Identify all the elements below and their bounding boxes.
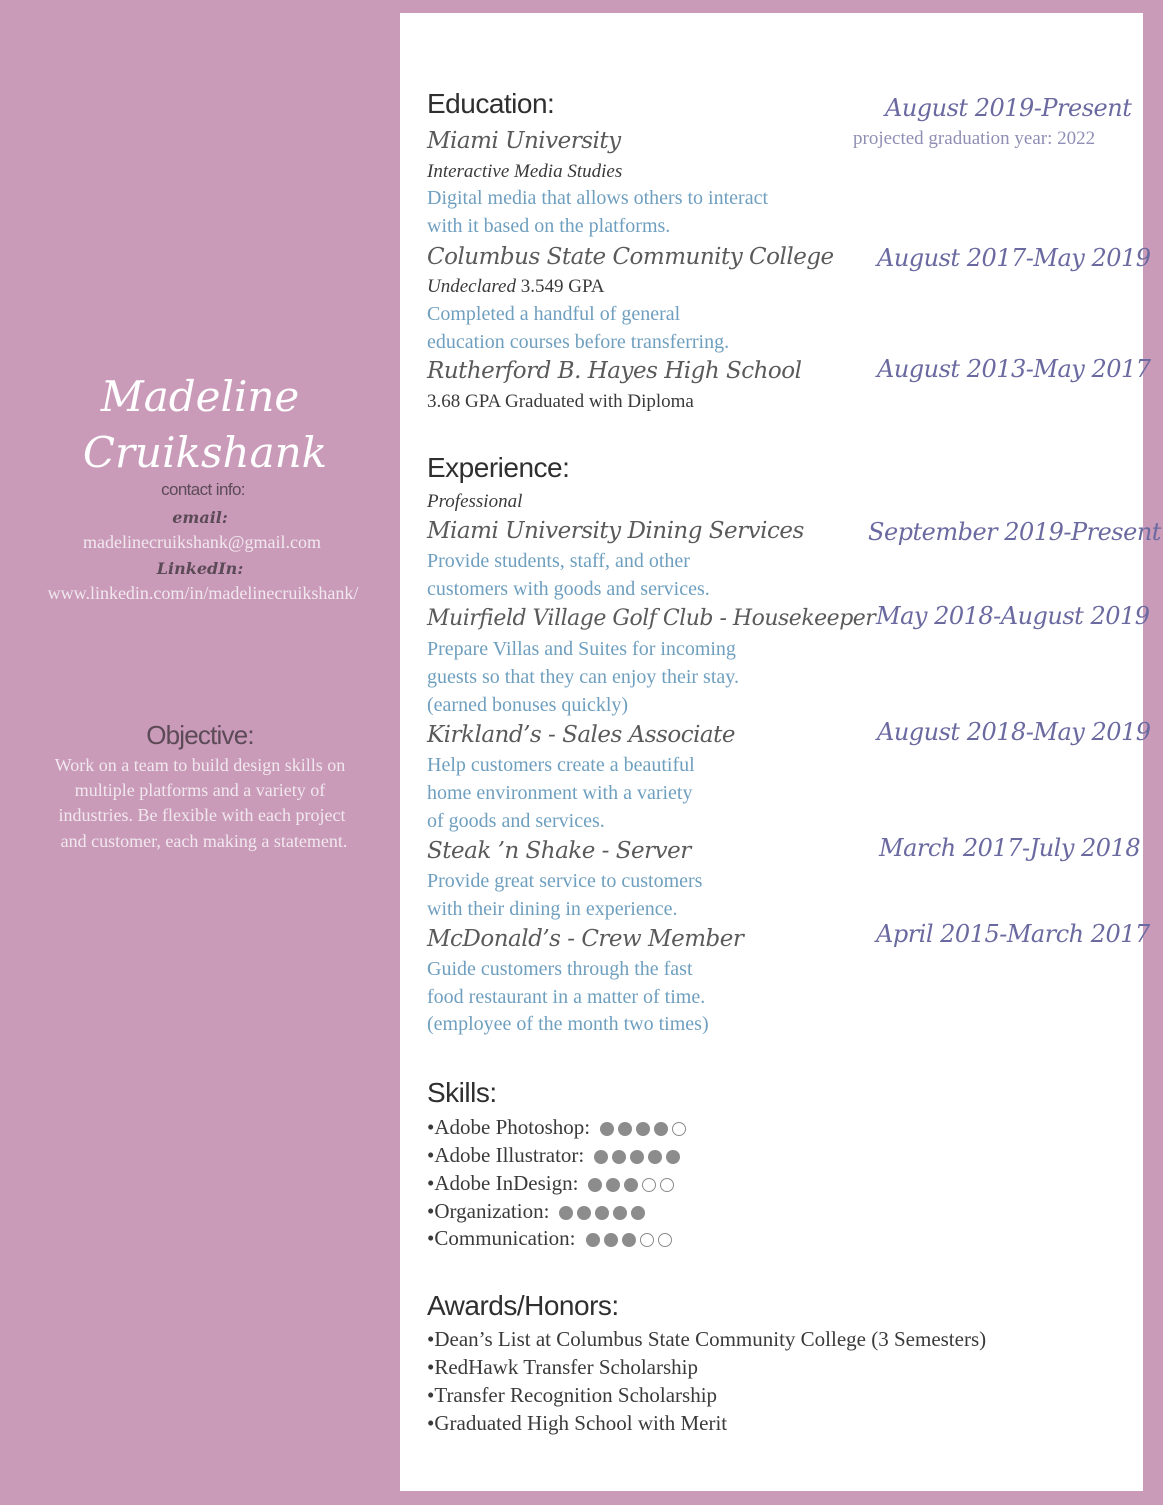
experience-title: Steak ’n Shake - Server bbox=[427, 838, 691, 864]
education-detail: 3.68 GPA Graduated with Diploma bbox=[427, 391, 694, 412]
rating-dot-filled bbox=[577, 1206, 591, 1220]
objective-line: multiple platforms and a variety of bbox=[74, 780, 326, 800]
rating-dot-filled bbox=[604, 1233, 618, 1247]
skill-row bbox=[427, 1115, 690, 1142]
experience-desc: Provide great service to customers bbox=[427, 870, 703, 892]
rating-dot-filled bbox=[654, 1122, 668, 1136]
experience-desc: customers with goods and services. bbox=[427, 578, 710, 600]
experience-desc: (earned bonuses quickly) bbox=[427, 694, 629, 716]
skill-label: •Adobe InDesign: bbox=[427, 1171, 579, 1195]
education-desc: with it based on the platforms. bbox=[427, 215, 671, 237]
education-school: Columbus State Community College bbox=[427, 244, 834, 270]
skill-row bbox=[427, 1199, 649, 1226]
education-date-note: projected graduation year: 2022 bbox=[853, 128, 1096, 149]
rating-dot-filled bbox=[648, 1150, 662, 1164]
experience-desc: food restaurant in a matter of time. bbox=[427, 986, 706, 1008]
experience-desc: Prepare Villas and Suites for incoming bbox=[427, 638, 736, 660]
skill-label: •Adobe Illustrator: bbox=[427, 1143, 585, 1167]
experience-date: March 2017-July 2018 bbox=[879, 834, 1141, 862]
rating-dot-filled bbox=[612, 1150, 626, 1164]
rating-dot-empty bbox=[672, 1122, 686, 1136]
objective-line: and customer, each making a statement. bbox=[60, 831, 348, 851]
email-link[interactable]: madelinecruikshank@gmail.com bbox=[82, 532, 321, 552]
rating-dot-filled bbox=[666, 1150, 680, 1164]
rating-dot-empty bbox=[642, 1178, 656, 1192]
skill-rating bbox=[559, 1201, 649, 1226]
education-desc: education courses before transferring. bbox=[427, 331, 730, 353]
rating-dot-filled bbox=[618, 1122, 632, 1136]
objective-line: Work on a team to build design skills on bbox=[54, 755, 346, 775]
experience-date: September 2019-Present bbox=[868, 518, 1161, 546]
experience-date: May 2018-August 2019 bbox=[876, 602, 1150, 630]
education-desc: Digital media that allows others to interact bbox=[427, 187, 769, 209]
skill-label: •Communication: bbox=[427, 1226, 576, 1250]
experience-title: Muirfield Village Golf Club - Housekeeper bbox=[427, 606, 876, 631]
experience-title: Kirkland’s - Sales Associate bbox=[427, 722, 735, 748]
experience-date: April 2015-March 2017 bbox=[876, 920, 1150, 948]
experience-desc: (employee of the month two times) bbox=[427, 1013, 709, 1035]
education-detail: Interactive Media Studies bbox=[427, 161, 623, 182]
experience-title: Miami University Dining Services bbox=[427, 518, 804, 544]
award-item: •Transfer Recognition Scholarship bbox=[427, 1383, 718, 1407]
rating-dot-filled bbox=[594, 1150, 608, 1164]
skill-rating bbox=[588, 1173, 678, 1198]
rating-dot-empty bbox=[640, 1233, 654, 1247]
rating-dot-filled bbox=[595, 1206, 609, 1220]
experience-desc: with their dining in experience. bbox=[427, 898, 678, 920]
experience-desc: Guide customers through the fast bbox=[427, 958, 693, 980]
skill-row bbox=[427, 1143, 684, 1170]
rating-dot-filled bbox=[630, 1150, 644, 1164]
skill-rating bbox=[594, 1145, 684, 1170]
experience-desc: Help customers create a beautiful bbox=[427, 754, 695, 776]
rating-dot-filled bbox=[586, 1233, 600, 1247]
rating-dot-filled bbox=[636, 1122, 650, 1136]
rating-dot-filled bbox=[631, 1206, 645, 1220]
experience-desc: home environment with a variety bbox=[427, 782, 693, 804]
experience-date: August 2018-May 2019 bbox=[877, 718, 1151, 746]
experience-heading: Experience: bbox=[427, 452, 570, 483]
skill-label: •Adobe Photoshop: bbox=[427, 1115, 591, 1139]
education-date: August 2013-May 2017 bbox=[877, 355, 1151, 383]
name-last: Cruikshank bbox=[82, 428, 328, 477]
rating-dot-empty bbox=[658, 1233, 672, 1247]
objective-label: Objective: bbox=[146, 720, 254, 750]
skill-row bbox=[427, 1226, 676, 1253]
linkedin-link[interactable]: www.linkedin.com/in/madelinecruikshank/ bbox=[47, 583, 359, 603]
experience-desc: of goods and services. bbox=[427, 810, 605, 832]
email-label: email: bbox=[172, 508, 228, 527]
award-item: •RedHawk Transfer Scholarship bbox=[427, 1355, 698, 1379]
education-desc: Completed a handful of general bbox=[427, 303, 681, 325]
rating-dot-filled bbox=[622, 1233, 636, 1247]
education-date: August 2017-May 2019 bbox=[877, 244, 1151, 272]
skill-rating bbox=[600, 1117, 690, 1142]
rating-dot-filled bbox=[600, 1122, 614, 1136]
rating-dot-filled bbox=[613, 1206, 627, 1220]
experience-desc: guests so that they can enjoy their stay. bbox=[427, 666, 739, 688]
experience-subheading: Professional bbox=[427, 491, 523, 512]
rating-dot-empty bbox=[660, 1178, 674, 1192]
rating-dot-filled bbox=[606, 1178, 620, 1192]
education-detail: Undeclared 3.549 GPA bbox=[427, 276, 605, 297]
linkedin-label: LinkedIn: bbox=[156, 559, 244, 578]
award-item: •Dean’s List at Columbus State Community College (3 Semesters) bbox=[427, 1327, 987, 1351]
education-school: Miami University bbox=[427, 128, 621, 154]
contact-info-label: contact info: bbox=[161, 480, 245, 499]
skills-heading: Skills: bbox=[427, 1077, 497, 1108]
rating-dot-filled bbox=[624, 1178, 638, 1192]
skill-label: •Organization: bbox=[427, 1199, 550, 1223]
rating-dot-filled bbox=[559, 1206, 573, 1220]
rating-dot-filled bbox=[588, 1178, 602, 1192]
awards-heading: Awards/Honors: bbox=[427, 1290, 619, 1321]
education-school: Rutherford B. Hayes High School bbox=[427, 358, 802, 384]
objective-line: industries. Be flexible with each project bbox=[58, 805, 346, 825]
skill-row bbox=[427, 1171, 678, 1198]
skill-rating bbox=[586, 1228, 676, 1253]
education-date: August 2019-Present bbox=[885, 94, 1132, 122]
experience-title: McDonald’s - Crew Member bbox=[427, 926, 744, 952]
award-item: •Graduated High School with Merit bbox=[427, 1411, 728, 1435]
experience-desc: Provide students, staff, and other bbox=[427, 550, 690, 572]
education-heading: Education: bbox=[427, 88, 555, 119]
name-first: Madeline bbox=[100, 372, 300, 421]
